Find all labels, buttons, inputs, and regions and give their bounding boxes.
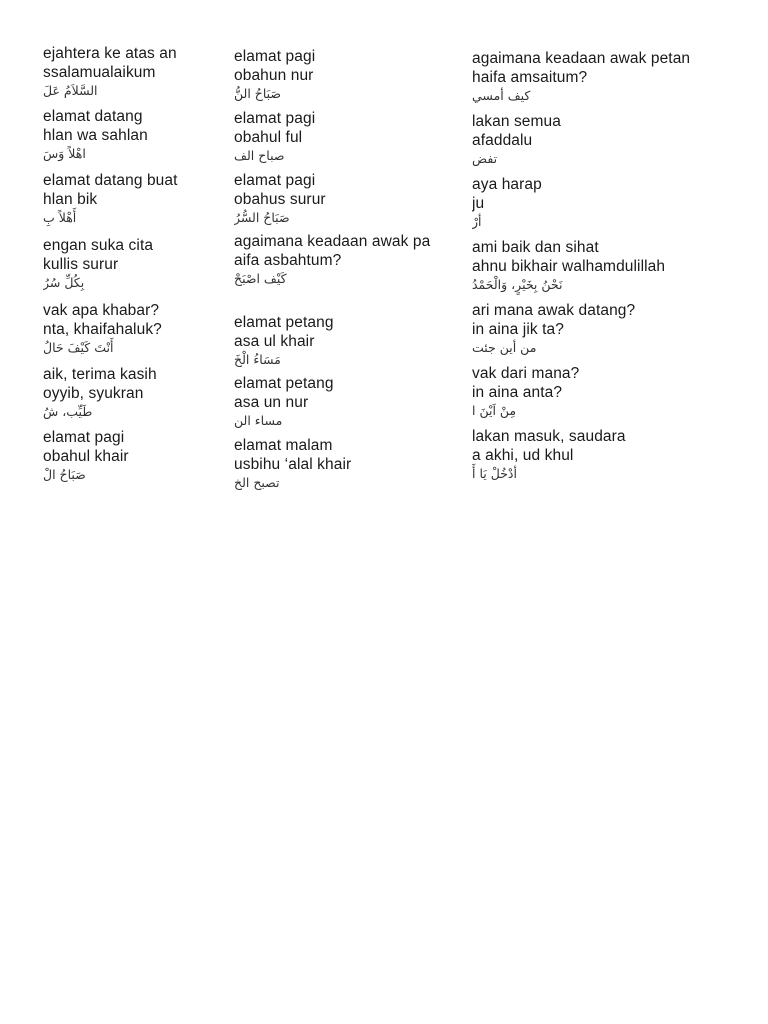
romanized-arabic: afaddalu [472,132,533,149]
arabic-script: مساء الن [234,413,283,428]
malay-phrase: engan suka cita [43,237,154,254]
arabic-script: صَبَاحُ الْ [43,467,86,482]
romanized-arabic: hlan wa sahlan [43,127,148,144]
romanized-arabic: asa un nur [234,394,309,411]
phrase-card [234,313,464,371]
phrase-card [472,175,732,233]
arabic-script: أَهْلاً بِ [43,210,77,225]
phrase-column-2 [234,44,464,494]
arabic-script: طَيِّب، شُ [43,404,93,419]
phrase-card [234,436,464,494]
malay-phrase: elamat pagi [234,172,316,189]
romanized-arabic: nta, khaifahaluk? [43,321,162,338]
phrase-card [43,171,224,229]
romanized-arabic: ahnu bikhair walhamdulillah [472,258,666,275]
arabic-script: بِكُلِّ سُرُ [43,275,85,290]
arabic-script: أرْ [472,214,482,229]
malay-phrase: aya harap [472,176,542,193]
phrase-card [234,171,464,229]
romanized-arabic: hlan bik [43,191,98,208]
malay-phrase: elamat datang buat [43,172,178,189]
arabic-script: تصبح الخ [234,475,280,490]
malay-phrase: agaimana keadaan awak pa [234,233,431,250]
arabic-script: صَبَاحُ النُّ [234,86,282,101]
phrase-card [43,44,224,102]
romanized-arabic: aifa asbahtum? [234,252,342,269]
phrase-card [43,428,224,486]
malay-phrase: lakan masuk, saudara [472,428,626,445]
phrase-column-3 [472,44,732,494]
malay-phrase: ari mana awak datang? [472,302,636,319]
phrase-card [234,374,464,432]
malay-phrase: vak apa khabar? [43,302,160,319]
malay-phrase: elamat pagi [43,429,125,446]
phrase-card [472,427,732,485]
romanized-arabic: haifa amsaitum? [472,69,588,86]
malay-phrase: agaimana keadaan awak petan [472,50,691,67]
arabic-script: كَيْف اصْبَحْ [234,271,287,286]
romanized-arabic: oyyib, syukran [43,385,144,402]
arabic-script: السَّلاَمُ عَلَ [43,83,98,98]
romanized-arabic: ju [472,195,485,212]
romanized-arabic: a akhi, ud khul [472,447,574,464]
arabic-script: نَحْنُ بِخَيْرٍ، وَالْحَمْدُ [472,277,563,292]
romanized-arabic: obahus surur [234,191,326,208]
arabic-script: أَنْتَ كَيْفَ حَالُ [43,340,114,355]
phrase-card [472,49,732,107]
malay-phrase: elamat datang [43,108,143,125]
phrase-card [472,301,732,359]
romanized-arabic: ssalamualaikum [43,64,156,81]
arabic-script: أدْخُلْ يَا أَ [472,466,517,481]
romanized-arabic: in aina anta? [472,384,563,401]
malay-phrase: lakan semua [472,113,561,130]
arabic-script: كيف أمسي [472,88,531,103]
romanized-arabic: kullis surur [43,256,119,273]
malay-phrase: ami baik dan sihat [472,239,599,256]
arabic-script: تفض [472,151,498,166]
arabic-script: من أين جئت [472,340,537,355]
arabic-script: صباح الف [234,148,285,163]
romanized-arabic: in aina jik ta? [472,321,564,338]
arabic-script: مِنْ اَيْنَ ا [472,403,517,418]
phrase-card [43,236,224,294]
malay-phrase: elamat pagi [234,110,316,127]
phrase-card [472,238,732,296]
phrase-card [472,112,732,170]
romanized-arabic: asa ul khair [234,333,315,350]
malay-phrase: elamat petang [234,314,334,331]
malay-phrase: elamat malam [234,437,333,454]
malay-phrase: vak dari mana? [472,365,580,382]
phrase-card [234,232,464,290]
arabic-script: مَسَاءُ الْخَ [234,352,281,367]
romanized-arabic: usbihu ‘alal khair [234,456,352,473]
phrase-card [234,109,464,167]
malay-phrase: ejahtera ke atas an [43,45,177,62]
romanized-arabic: obahun nur [234,67,314,84]
phrase-card [234,47,464,105]
malay-phrase: elamat petang [234,375,334,392]
phrase-card [43,107,224,165]
romanized-arabic: obahul ful [234,129,303,146]
arabic-script: اهْلاً وَسَ [43,146,86,161]
phrase-column-1 [43,44,224,494]
arabic-script: صَبَاحُ السُّرُ [234,210,290,225]
malay-phrase: aik, terima kasih [43,366,157,383]
romanized-arabic: obahul khair [43,448,129,465]
malay-phrase: elamat pagi [234,48,316,65]
phrase-card [472,364,732,422]
phrase-card [43,365,224,423]
phrase-card [43,301,224,359]
